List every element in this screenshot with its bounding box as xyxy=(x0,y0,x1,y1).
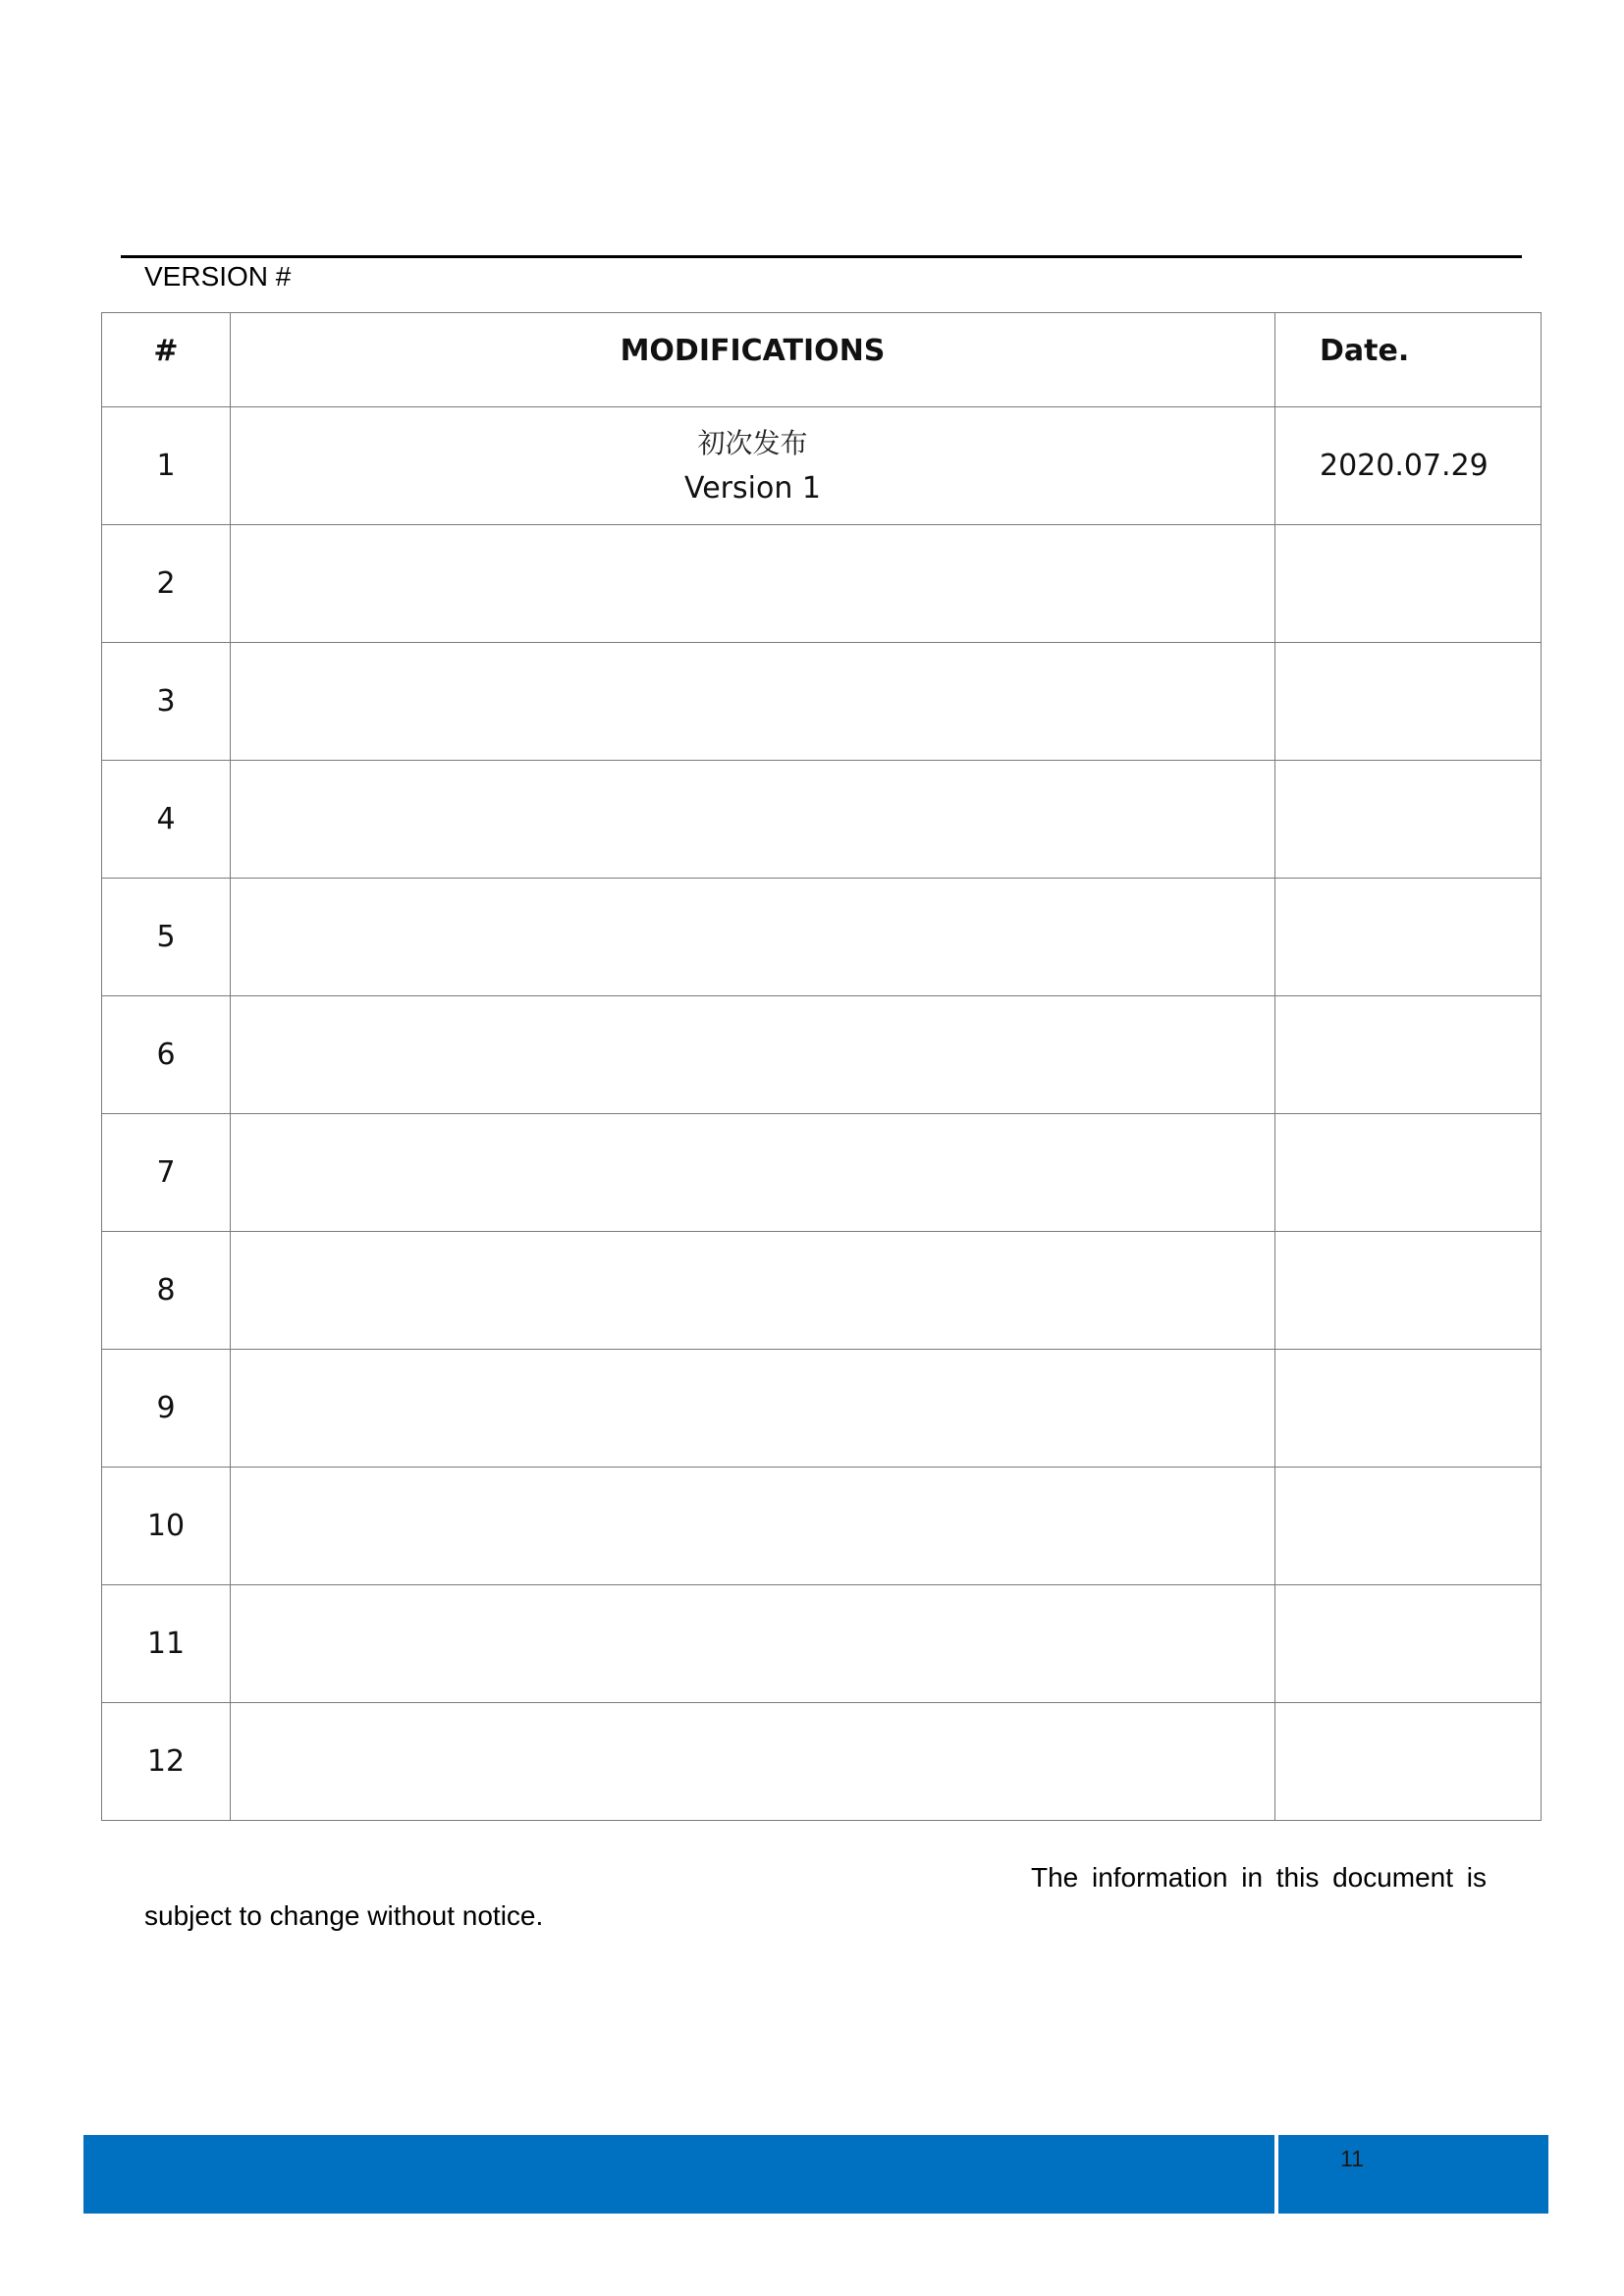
footer-bar xyxy=(83,2135,1274,2214)
notice-text-line-2: subject to change without notice. xyxy=(144,1900,544,1931)
table-row xyxy=(102,1232,1542,1350)
date-cell xyxy=(1275,525,1542,643)
table-row xyxy=(102,1585,1542,1703)
column-header-date: Date. xyxy=(1275,313,1542,407)
modification-cell xyxy=(231,1114,1275,1232)
version-history-table xyxy=(101,312,1542,1821)
date-cell xyxy=(1275,1350,1542,1468)
table-row xyxy=(102,996,1542,1114)
row-number-cell: 4 xyxy=(102,761,231,879)
modification-cell xyxy=(231,996,1275,1114)
table-row xyxy=(102,1468,1542,1585)
modification-cell xyxy=(231,1350,1275,1468)
modification-cell xyxy=(231,879,1275,996)
version-label: VERSION # xyxy=(144,261,292,292)
row-number-cell: 1 xyxy=(102,407,231,525)
row-number-cell: 10 xyxy=(102,1468,231,1585)
row-number-cell: 8 xyxy=(102,1232,231,1350)
notice-text-line-1: The information in this document is xyxy=(1031,1862,1487,1893)
table-row xyxy=(102,525,1542,643)
row-number-cell: 3 xyxy=(102,643,231,761)
modification-cell xyxy=(231,1703,1275,1821)
date-cell xyxy=(1275,643,1542,761)
modification-cell xyxy=(231,643,1275,761)
date-cell xyxy=(1275,1232,1542,1350)
modification-line-version: Version 1 xyxy=(684,470,821,506)
row-number-cell: 9 xyxy=(102,1350,231,1468)
row-number-cell: 12 xyxy=(102,1703,231,1821)
header-rule xyxy=(121,255,1522,258)
date-cell xyxy=(1275,879,1542,996)
table-header-row xyxy=(102,313,1542,407)
table-row xyxy=(102,407,1542,525)
table-row xyxy=(102,1114,1542,1232)
column-header-modifications: MODIFICATIONS xyxy=(231,313,1275,407)
column-header-number: # xyxy=(102,313,231,407)
date-cell xyxy=(1275,1468,1542,1585)
row-number-cell: 6 xyxy=(102,996,231,1114)
date-cell xyxy=(1275,996,1542,1114)
page-number: 11 xyxy=(1340,2146,1364,2171)
modification-cell xyxy=(231,1468,1275,1585)
modification-cell xyxy=(231,1232,1275,1350)
table-row xyxy=(102,879,1542,996)
row-number-cell: 11 xyxy=(102,1585,231,1703)
modification-cell xyxy=(231,407,1275,525)
date-cell xyxy=(1275,1703,1542,1821)
table-row xyxy=(102,1703,1542,1821)
modification-cell xyxy=(231,525,1275,643)
table-row xyxy=(102,761,1542,879)
table-row xyxy=(102,643,1542,761)
date-cell xyxy=(1275,1585,1542,1703)
date-cell xyxy=(1275,761,1542,879)
date-cell xyxy=(1275,1114,1542,1232)
date-cell: 2020.07.29 xyxy=(1275,407,1542,525)
modification-cell xyxy=(231,1585,1275,1703)
modification-cell xyxy=(231,761,1275,879)
row-number-cell: 2 xyxy=(102,525,231,643)
modification-line-chinese: 初次发布 xyxy=(697,426,808,459)
row-number-cell: 5 xyxy=(102,879,231,996)
row-number-cell: 7 xyxy=(102,1114,231,1232)
footer-page-box xyxy=(1278,2135,1548,2214)
table-row xyxy=(102,1350,1542,1468)
